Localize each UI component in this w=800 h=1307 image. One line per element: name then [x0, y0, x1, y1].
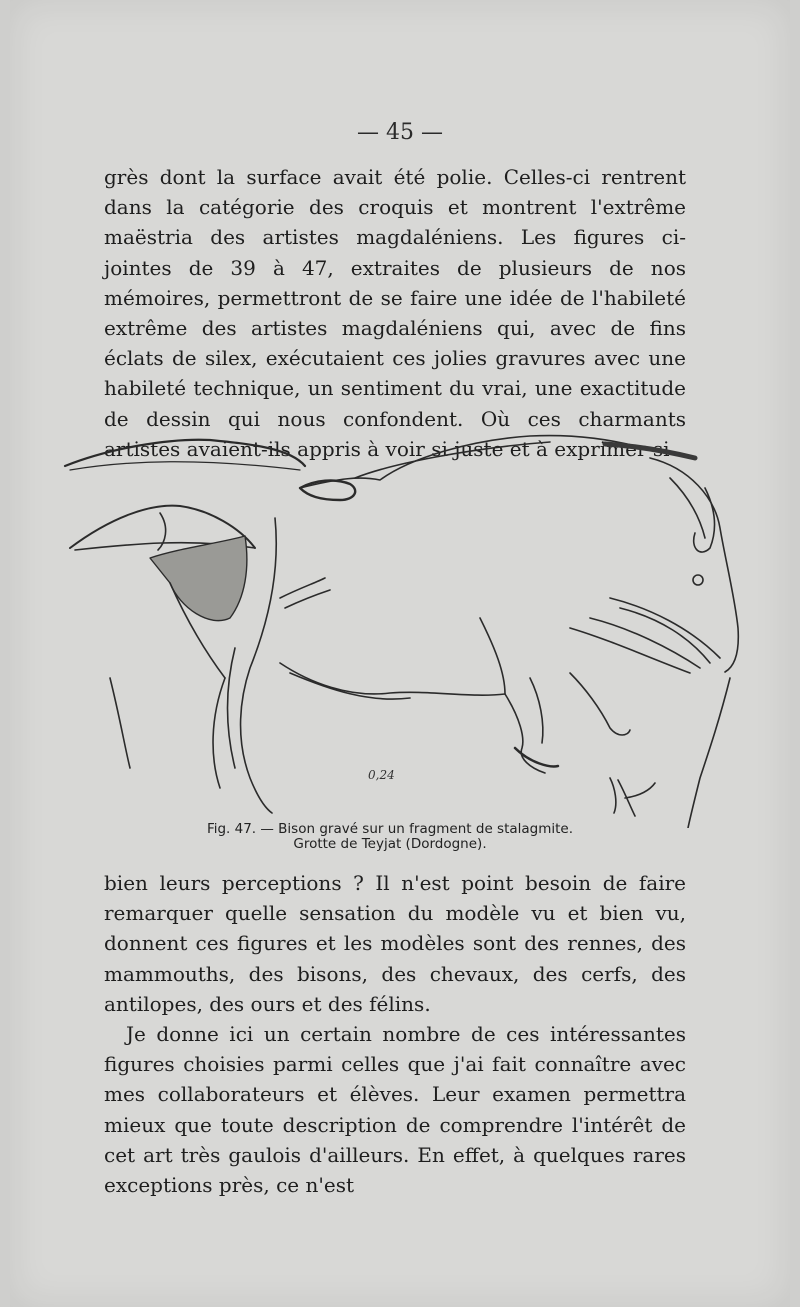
book-page [10, 0, 790, 1307]
paragraph: bien leurs perceptions ? Il n'est point besoin de faire remarquer quelle sensation du modèle vu et bien vu, donnent ces figures et les modèles sont des rennes, des mammouths, des bisons, des chevaux, des cerfs, des antilopes, des ours et des félins. [104, 871, 686, 1016]
paragraph: grès dont la surface avait été polie. Celles-ci rentrent dans la catégorie des croquis et montrent l'extrême maëstria des artistes magdaléniens. Les figures ci-jointes de 39 à 47, extraites de plusieurs de nos mémoires, permettront de se faire une idée de l'habileté extrême des artistes magdaléniens qui, avec de fins éclats de silex, exécutaient ces jolies gravures avec une habileté technique, un sentiment du vrai, une exactitude de dessin qui nous confondent. Où ces charmants artistes avaient-ils appris à voir si juste et à exprimer si [104, 165, 686, 461]
page-number: — 45 — [357, 120, 443, 145]
figure-scale-mark: 0,24 [368, 768, 395, 782]
bison-engraving-figure [50, 418, 750, 828]
paragraph: Je donne ici un certain nombre de ces intéressantes figures choisies parmi celles que j'ai fait connaître avec mes collaborateurs et élèves. Leur examen permettra mieux que toute description de comprendre l'intérêt de cet art très gaulois d'ailleurs. En effet, à quelques rares exceptions près, ce n'est [104, 1022, 686, 1198]
caption-line: Grotte de Teyjat (Dordogne). [293, 836, 487, 852]
caption-line: Fig. 47. — Bison gravé sur un fragment de stalagmite. [206, 821, 574, 837]
figure-caption [160, 822, 620, 852]
text-block-bottom [104, 868, 686, 1200]
